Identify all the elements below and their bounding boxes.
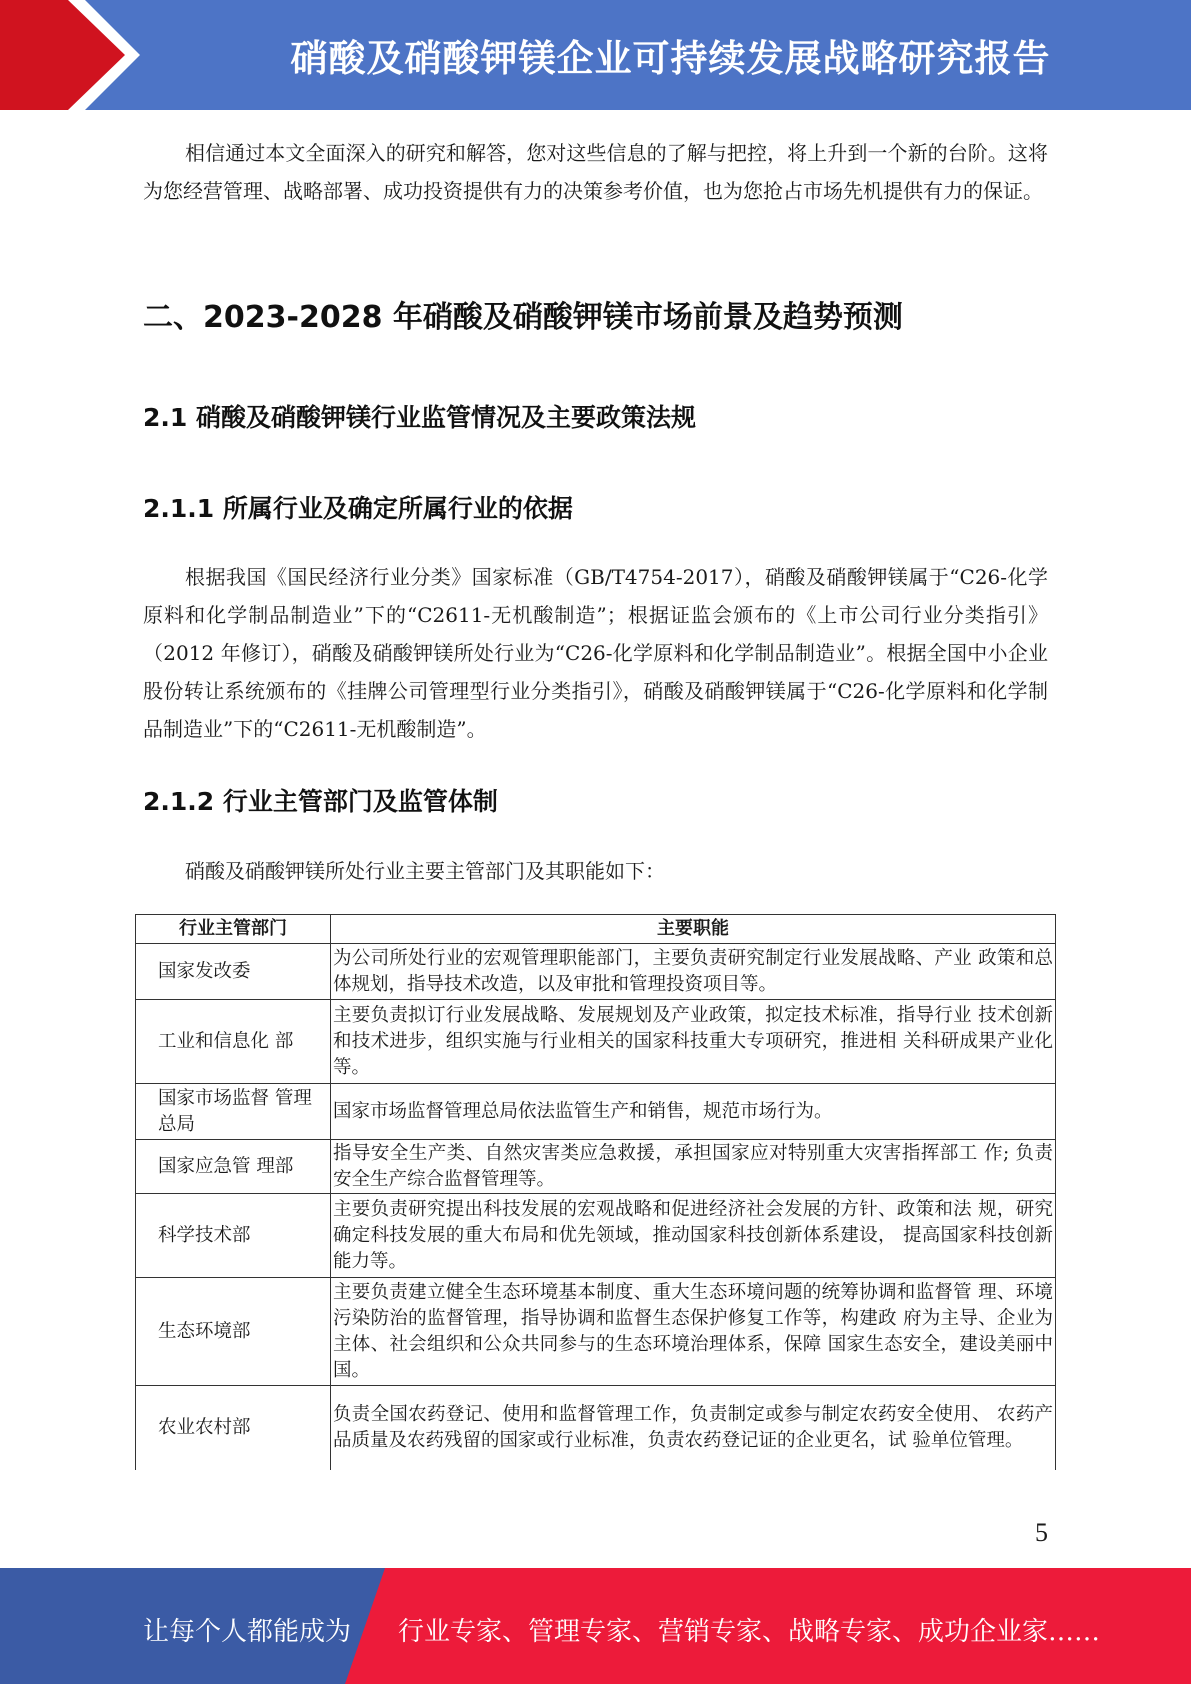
table-row [136,944,1056,1000]
industry-basis-paragraph: 根据我国《国民经济行业分类》国家标准（GB/T4754-2017），硝酸及硝酸钾镁属于“C26-化学原料和化学制品制造业”下的“C2611-无机酸制造”；根据证监会颁布的《上市公司行业分类指引》（2012 年修订），硝酸及硝酸钾镁所处行业为“C26-化学原料和化学制品制造业”。根据全国中小企业股份转让系统颁布的《挂牌公司管理型行业分类指引》，硝酸及硝酸钾镁属于“C26-化学原料和化学制品制造业”下的“C2611-无机酸制造”。 [143,565,1048,741]
intro-section [143,134,1048,210]
section-2-1-title: 2.1 硝酸及硝酸钾镁行业监管情况及主要政策法规 [143,403,696,432]
table-row [136,1278,1056,1386]
dept-cell: 农业农村部 [136,1386,331,1470]
dept-cell: 工业和信息化 部 [136,1000,331,1084]
footer-slogan-right: 行业专家、管理专家、营销专家、战略专家、成功企业家…… [398,1617,1101,1647]
dept-cell: 生态环境部 [136,1278,331,1386]
page-number: 5 [1035,1518,1048,1547]
func-cell: 国家市场监督管理总局依法监管生产和销售，规范市场行为。 [331,1084,1056,1140]
table-row [136,1386,1056,1470]
industry-basis-section [143,558,1048,748]
table-row [136,1000,1056,1084]
regulator-lead-section [143,852,1048,890]
func-cell: 指导安全生产类、自然灾害类应急救援，承担国家应对特别重大灾害指挥部工 作; 负责安全生产综合监督管理等。 [331,1140,1056,1194]
func-cell: 主要负责建立健全生态环境基本制度、重大生态环境问题的统筹协调和监督管 理、环境污染防治的监督管理，指导协调和监督生态保护修复工作等，构建政 府为主导、企业为主体、社会组织和公众共同参与的生态环境治理体系，保障 国家生态安全，建设美丽中国。 [331,1278,1056,1386]
table-row [136,1140,1056,1194]
table-header-dept: 行业主管部门 [136,915,331,944]
dept-cell: 科学技术部 [136,1194,331,1278]
func-cell: 负责全国农药登记、使用和监督管理工作，负责制定或参与制定农药安全使用、 农药产品质量及农药残留的国家或行业标准，负责农药登记证的企业更名，试 验单位管理。 [331,1386,1056,1470]
table-row [136,1194,1056,1278]
regulator-lead-text: 硝酸及硝酸钾镁所处行业主要主管部门及其职能如下： [185,859,665,883]
dept-cell: 国家应急管 理部 [136,1140,331,1194]
table-header-func: 主要职能 [331,915,1056,944]
report-title: 硝酸及硝酸钾镁企业可持续发展战略研究报告 [290,37,1051,80]
table-header-row [136,915,1056,944]
dept-cell: 国家发改委 [136,944,331,1000]
regulators-table [135,914,1056,1470]
intro-paragraph: 相信通过本文全面深入的研究和解答，您对这些信息的了解与把控，将上升到一个新的台阶。这将为您经营管理、战略部署、成功投资提供有力的决策参考价值，也为您抢占市场先机提供有力的保证。 [143,141,1048,203]
dept-cell: 国家市场监督 管理总局 [136,1084,331,1140]
func-cell: 主要负责研究提出科技发展的宏观战略和促进经济社会发展的方针、政策和法 规，研究确定科技发展的重大布局和优先领域，推动国家科技创新体系建设， 提高国家科技创新能力等。 [331,1194,1056,1278]
section-2-title: 二、2023-2028 年硝酸及硝酸钾镁市场前景及趋势预测 [143,300,903,335]
section-2-1-1-title: 2.1.1 所属行业及确定所属行业的依据 [143,494,573,523]
footer-slogan-left: 让每个人都能成为 [143,1617,352,1647]
header-arrow-decoration [0,0,150,110]
func-cell: 主要负责拟订行业发展战略、发展规划及产业政策，拟定技术标准，指导行业 技术创新和技术进步，组织实施与行业相关的国家科技重大专项研究，推进相 关科研成果产业化等。 [331,1000,1056,1084]
section-2-1-2-title: 2.1.2 行业主管部门及监管体制 [143,787,498,816]
table-row [136,1084,1056,1140]
func-cell: 为公司所处行业的宏观管理职能部门，主要负责研究制定行业发展战略、产业 政策和总体规划，指导技术改造，以及审批和管理投资项目等。 [331,944,1056,1000]
